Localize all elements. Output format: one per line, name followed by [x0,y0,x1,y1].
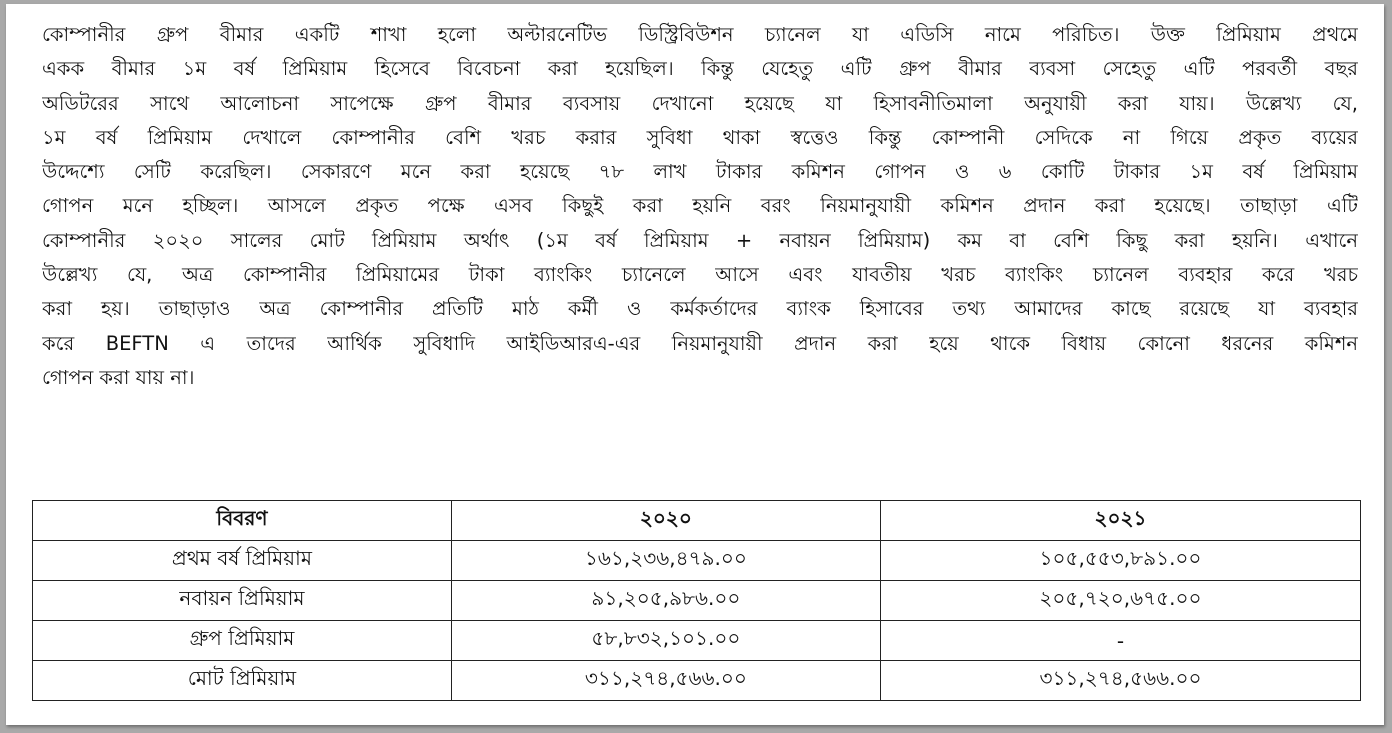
table-row [33,581,1361,621]
row-label: নবায়ন প্রিমিয়াম [33,581,452,621]
value-2020: ১৬১,২৩৬,৪৭৯.০০ [451,541,880,581]
paragraph-line: করে BEFTN এ তাদের আর্থিক সুবিধাদি আইডিআরএ-এর নিয়মানুযায়ী প্রদান করা হয়ে থাকে বিধায় কোনো ধরনের কমিশন [42,331,1358,355]
paragraph-line: করা হয়। তাছাড়াও অত্র কোম্পানীর প্রতিটি মাঠ কর্মী ও কর্মকর্তাদের ব্যাংক হিসাবের তথ্য আমাদের কাছে রয়েছে যা ব্যবহার [42,297,1358,321]
value-2021: - [880,621,1360,661]
paragraph-line: উদ্দেশ্যে সেটি করেছিল। সেকারণে মনে করা হয়েছে ৭৮ লাখ টাকার কমিশন গোপন ও ৬ কোটি টাকার ১ম বর্ষ প্রিমিয়াম [42,160,1358,184]
paragraph-line: গোপন করা যায় না। [42,365,195,389]
value-2021: ৩১১,২৭৪,৫৬৬.০০ [880,661,1360,701]
header-year-2021: ২০২১ [880,501,1360,541]
paragraph-line: অডিটরের সাথে আলোচনা সাপেক্ষে গ্রুপ বীমার ব্যবসায় দেখানো হয়েছে যা হিসাবনীতিমালা অনুযায়ী করা যায়। উল্লেখ্য যে, [42,91,1358,115]
header-year-2020: ২০২০ [451,501,880,541]
paragraph-line: উল্লেখ্য যে, অত্র কোম্পানীর প্রিমিয়ামের টাকা ব্যাংকিং চ্যানেলে আসে এবং যাবতীয় খরচ ব্যাংকিং চ্যানেল ব্যবহার করে খরচ [42,263,1358,287]
row-label: প্রথম বর্ষ প্রিমিয়াম [33,541,452,581]
table-row [33,621,1361,661]
header-description: বিবরণ [33,501,452,541]
value-2021: ২০৫,৭২০,৬৭৫.০০ [880,581,1360,621]
paragraph-line: কোম্পানীর ২০২০ সালের মোট প্রিমিয়াম অর্থাৎ (১ম বর্ষ প্রিমিয়াম + নবায়ন প্রিমিয়াম) কম বা বেশি কিছু করা হয়নি। এখানে [42,228,1358,252]
premium-table [32,500,1361,701]
row-label: মোট প্রিমিয়াম [33,661,452,701]
value-2021: ১০৫,৫৫৩,৮৯১.০০ [880,541,1360,581]
row-label: গ্রুপ প্রিমিয়াম [33,621,452,661]
paragraph-line: ১ম বর্ষ প্রিমিয়াম দেখালে কোম্পানীর বেশি খরচ করার সুবিধা থাকা স্বত্তেও কিন্তু কোম্পানী সেদিকে না গিয়ে প্রকৃত ব্যয়ের [42,125,1358,149]
table-header-row [33,501,1361,541]
table-row [33,541,1361,581]
paragraph-line: একক বীমার ১ম বর্ষ প্রিমিয়াম হিসেবে বিবেচনা করা হয়েছিল। কিন্তু যেহেতু এটি গ্রুপ বীমার ব্যবসা সেহেতু এটি পরবর্তী বছর [42,57,1358,81]
value-2020: ৩১১,২৭৪,৫৬৬.০০ [451,661,880,701]
document-page [6,4,1384,725]
body-paragraph [42,18,1358,395]
paragraph-line: কোম্পানীর গ্রুপ বীমার একটি শাখা হলো অল্টারনেটিভ ডিস্ট্রিবিউশন চ্যানেল যা এডিসি নামে পরিচিত। উক্ত প্রিমিয়াম প্রথমে [42,23,1358,46]
value-2020: ৯১,২০৫,৯৮৬.০০ [451,581,880,621]
paragraph-line: গোপন মনে হচ্ছিল। আসলে প্রকৃত পক্ষে এসব কিছুই করা হয়নি বরং নিয়মানুযায়ী কমিশন প্রদান করা হয়েছে। তাছাড়া এটি [42,194,1358,218]
table-row [33,661,1361,701]
value-2020: ৫৮,৮৩২,১০১.০০ [451,621,880,661]
